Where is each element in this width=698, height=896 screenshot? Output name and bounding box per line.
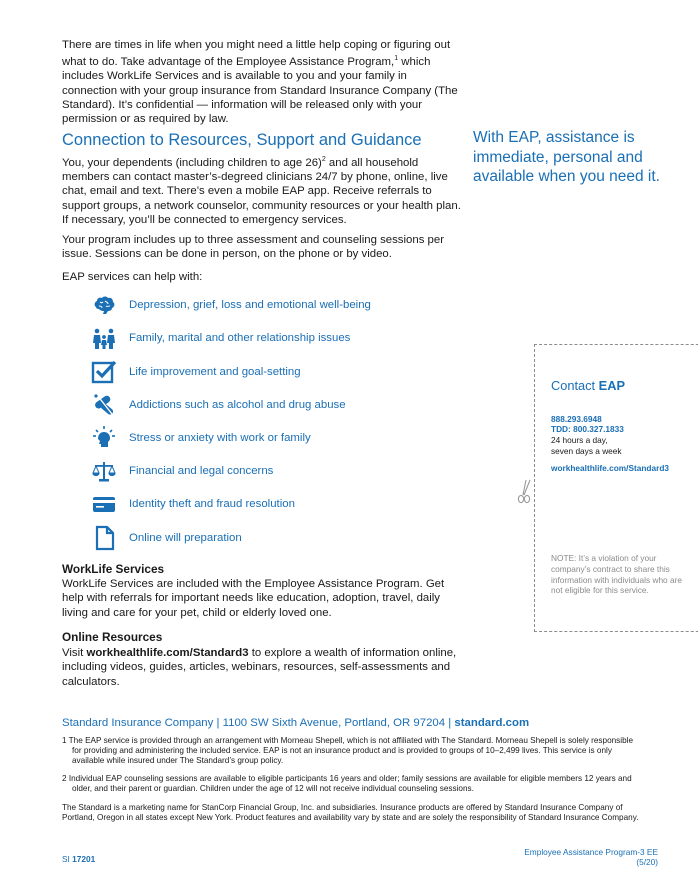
- online-paragraph: Visit workhealthlife.com/Standard3 to explore a wealth of information online, including videos, guides, articles, webinars, resources, self-assessments and calculators.: [62, 647, 457, 688]
- contact-title: Contact EAP: [551, 378, 625, 393]
- scales-icon: [90, 457, 118, 485]
- service-label: Stress or anxiety with work or family: [129, 432, 311, 444]
- service-label: Depression, grief, loss and emotional well-being: [129, 299, 371, 311]
- intro-paragraph: There are times in life when you might need a little help coping or figuring out what to do. Take advantage of the Employee Assistance Program,$^1$ which includes WorkLife Services and is available to you and your family in connection with your group insurance from Standard Insurance Company (The Standard). It’s confidential — information will be released only with your permission or as required by law.: [62, 39, 458, 126]
- footnote-2: 2 Individual EAP counseling sessions are available to eligible participants 16 years and older; family sessions are available for eligible members 12 years and older, and their parent or guardian. Children under the age of 12 will not receive individual counseling sessions.: [62, 774, 632, 794]
- sessions-paragraph: Your program includes up to three assessment and counseling sessions per issue. Sessions can be done in person, on the phone or by video.: [62, 234, 445, 261]
- family-icon: [90, 324, 118, 352]
- pull-quote: With EAP, assistance is immediate, personal and available when you need it.: [473, 129, 660, 186]
- footnote-ref-2: 2: [321, 156, 326, 163]
- online-heading: Online Resources: [62, 630, 163, 644]
- form-name: Employee Assistance Program-3 EE (5/20): [524, 847, 658, 868]
- document-icon: [90, 524, 118, 552]
- service-label: Family, marital and other relationship issues: [129, 332, 351, 344]
- service-item: [90, 457, 274, 485]
- service-label: Online will preparation: [129, 532, 242, 544]
- contact-days: seven days a week: [551, 446, 622, 456]
- scissors-icon: [514, 478, 536, 506]
- disclaimer: The Standard is a marketing name for StanCorp Financial Group, Inc. and subsidiaries. Insurance products are offered by Standard Insurance Company of Portland, Oregon in all states except New York. Product features and availability vary by state and are solely the responsibility of Standard Insurance Company.: [62, 803, 639, 823]
- service-label: Addictions such as alcohol and drug abuse: [129, 399, 346, 411]
- service-label: Identity theft and fraud resolution: [129, 498, 295, 510]
- contact-hours: 24 hours a day,: [551, 435, 608, 445]
- contact-tdd[interactable]: TDD: 800.327.1833: [551, 424, 624, 434]
- service-item: [90, 324, 351, 352]
- contact-url[interactable]: workhealthlife.com/Standard3: [551, 463, 670, 473]
- service-item: [90, 424, 311, 452]
- contact-note: NOTE: It’s a violation of your company’s contract to share this information with individuals who are not eligible for this service.: [551, 553, 682, 596]
- service-item: [90, 358, 301, 386]
- footnote-ref-1: 1: [394, 55, 399, 63]
- connection-paragraph: You, your dependents (including children to age 26)$^2$ and all household members can contact master’s-degreed clinicians 24/7 by phone, online, live chat, email and text. There’s even a mobile EAP app. Receive referrals to support groups, a network counselor, community resources or your health plan. If necessary, you’ll be connected to emergency services.: [62, 156, 461, 226]
- online-link[interactable]: workhealthlife.com/Standard3: [86, 647, 249, 659]
- service-item: [90, 391, 346, 419]
- brain-icon: [90, 291, 118, 319]
- service-label: Financial and legal concerns: [129, 465, 274, 477]
- footer-address: Standard Insurance Company | 1100 SW Sixth Avenue, Portland, OR 97204 | standard.com: [62, 717, 530, 729]
- pills-icon: [90, 391, 118, 419]
- service-item: [90, 291, 371, 319]
- connection-heading: Connection to Resources, Support and Guidance: [62, 131, 422, 149]
- service-item: [90, 490, 295, 518]
- footnote-1: 1 The EAP service is provided through an arrangement with Morneau Shepell, which is not affiliated with The Standard. Morneau Shepell is solely responsible for providing and administering the included service. EAP is not an insurance product and is provided to groups of 10–2,499 lives. This service is only available while insured under The Standard’s group policy.: [62, 736, 634, 766]
- footer-site-link[interactable]: standard.com: [454, 717, 530, 729]
- head-stress-icon: [90, 424, 118, 452]
- credit-card-icon: [90, 490, 118, 518]
- checkbox-icon: [90, 358, 118, 386]
- si-number: SI 17201: [62, 854, 96, 864]
- worklife-paragraph: WorkLife Services are included with the Employee Assistance Program. Get help with referrals for important needs like education, adoption, travel, daily living and care for your pet, child or elderly loved one.: [62, 578, 445, 619]
- service-label: Life improvement and goal-setting: [129, 366, 301, 378]
- service-item: [90, 524, 242, 552]
- contact-box: [534, 344, 698, 632]
- contact-phone[interactable]: 888.293.6948: [551, 414, 602, 424]
- services-intro: EAP services can help with:: [62, 271, 203, 283]
- worklife-heading: WorkLife Services: [62, 562, 165, 576]
